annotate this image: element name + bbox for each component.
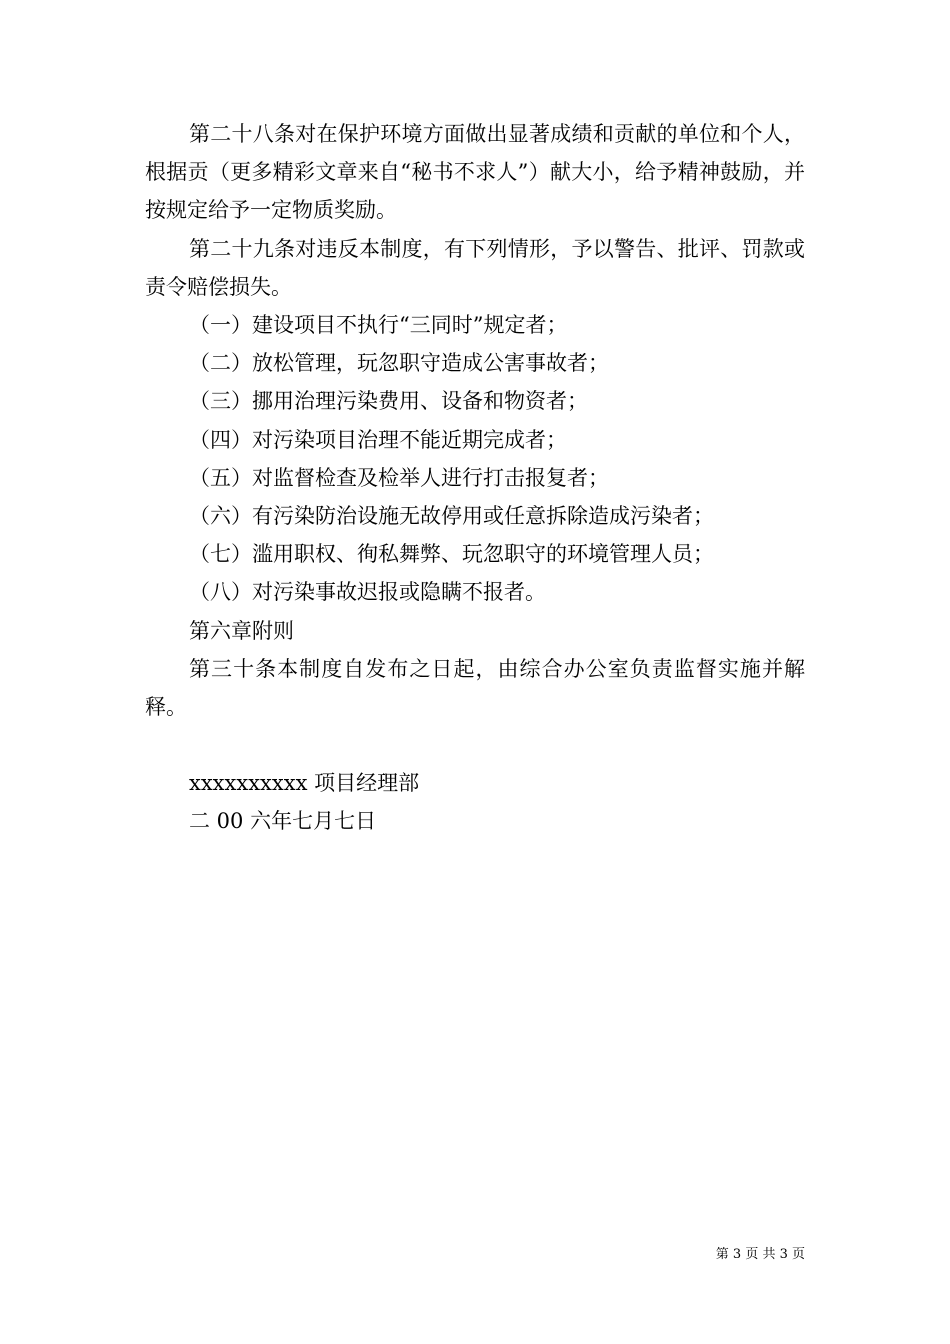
chapter-heading: 第六章附则: [189, 618, 294, 643]
list-item-1: （一）建设项目不执行“三同时”规定者；: [189, 313, 568, 338]
paragraph-article-28: 第二十八条对在保护环境方面做出显著成绩和贡献的单位和个人，根据贡（更多精彩文章来自“秘书不求人”）献大小，给予精神鼓励，并按规定给予一定物质奖励。: [145, 122, 805, 223]
signature-org: xxxxxxxxxx 项目经理部: [189, 771, 420, 795]
paragraph-article-30: 第三十条本制度自发布之日起，由综合办公室负责监督实施并解释。: [145, 656, 805, 720]
document-body: [145, 115, 805, 726]
paragraph-article-29: 第二十九条对违反本制度，有下列情形，予以警告、批评、罚款或责令赔偿损失。: [145, 236, 805, 299]
page-number-footer: 第 3 页 共 3 页: [715, 1247, 805, 1262]
signature-date: 二 00 六年七月七日: [189, 809, 377, 833]
list-item-5: （五）对监督检查及检举人进行打击报复者；: [189, 465, 609, 490]
list-item-8: （八）对污染事故迟报或隐瞒不报者。: [189, 580, 546, 605]
list-item-6: （六）有污染防治设施无故停用或任意拆除造成污染者；: [189, 504, 714, 529]
list-item-7: （七）滥用职权、徇私舞弊、玩忽职守的环境管理人员；: [189, 542, 714, 567]
list-item-3: （三）挪用治理污染费用、设备和物资者；: [189, 389, 588, 414]
list-item-2: （二）放松管理，玩忽职守造成公害事故者；: [189, 351, 609, 376]
list-item-4: （四）对污染项目治理不能近期完成者；: [189, 427, 567, 452]
signature-block: [189, 764, 419, 840]
